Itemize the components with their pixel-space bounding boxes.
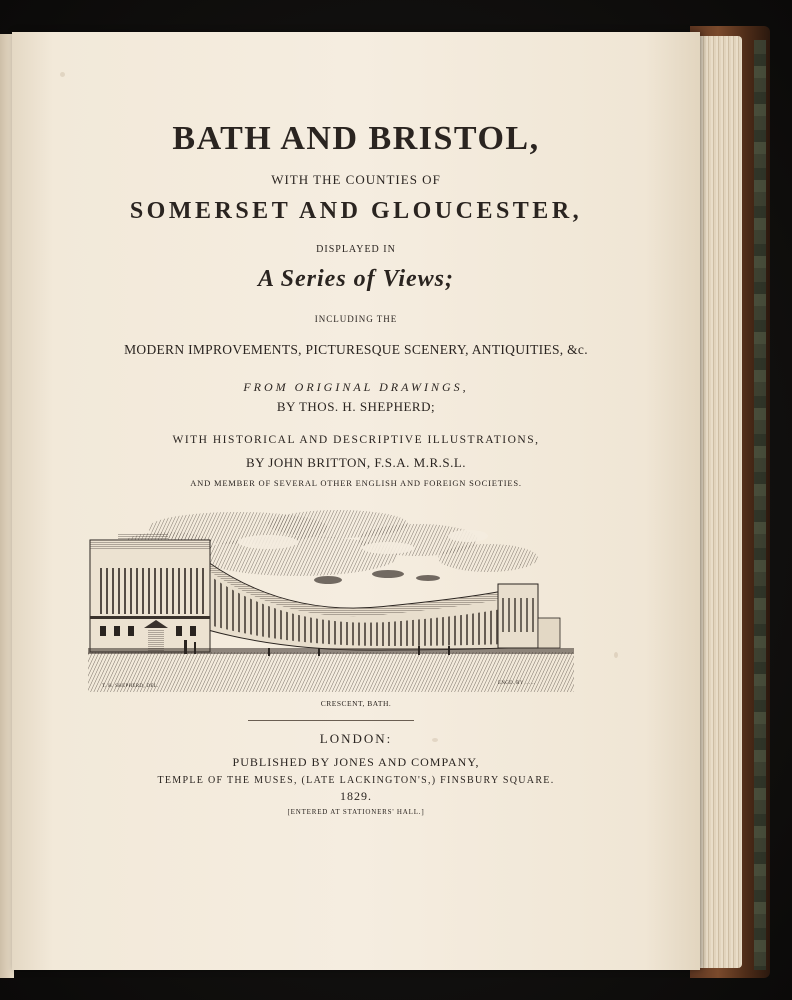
foxing-spot <box>614 652 618 658</box>
artist-line: BY THOS. H. SHEPHERD; <box>276 399 436 414</box>
including-line: INCLUDING THE <box>314 314 398 324</box>
book-title: BATH AND BRISTOL, <box>172 120 540 157</box>
engraver-credit: ENGD. BY …… <box>498 681 536 686</box>
member-line: AND MEMBER OF SEVERAL OTHER ENGLISH AND FOREIGN SOCIETIES. <box>190 478 522 488</box>
imprint-entered: [ENTERED AT STATIONERS' HALL.] <box>287 808 425 816</box>
royal-crescent-engraving <box>88 498 574 696</box>
illustrations-line: WITH HISTORICAL AND DESCRIPTIVE ILLUSTRATIONS, <box>172 434 540 446</box>
lawn-foreground <box>88 652 574 692</box>
foxing-spot <box>60 72 65 77</box>
subjects-line: MODERN IMPROVEMENTS, PICTURESQUE SCENERY, ANTIQUITIES, &c. <box>124 342 588 357</box>
with-counties-line: WITH THE COUNTIES OF <box>271 172 441 187</box>
series-of-views-title: A Series of Views; <box>257 266 455 292</box>
imprint-publisher: PUBLISHED BY JONES AND COMPANY, <box>232 755 480 769</box>
imprint-city: LONDON: <box>319 731 393 746</box>
divider-rule <box>248 720 414 721</box>
engraving-caption: CRESCENT, BATH. <box>320 699 392 708</box>
from-drawings-line: FROM ORIGINAL DRAWINGS, <box>243 380 469 394</box>
counties-title: SOMERSET AND GLOUCESTER, <box>129 198 583 224</box>
imprint-year: 1829. <box>340 789 372 803</box>
imprint-address: TEMPLE OF THE MUSES, (LATE LACKINGTON'S,) FINSBURY SQUARE. <box>157 775 555 786</box>
artist-credit: T. H. SHEPHERD, DEL. <box>102 684 159 689</box>
displayed-in-line: DISPLAYED IN <box>316 244 396 255</box>
marbled-board-edge <box>754 40 766 970</box>
author-line: BY JOHN BRITTON, F.S.A. M.R.S.L. <box>245 455 467 470</box>
